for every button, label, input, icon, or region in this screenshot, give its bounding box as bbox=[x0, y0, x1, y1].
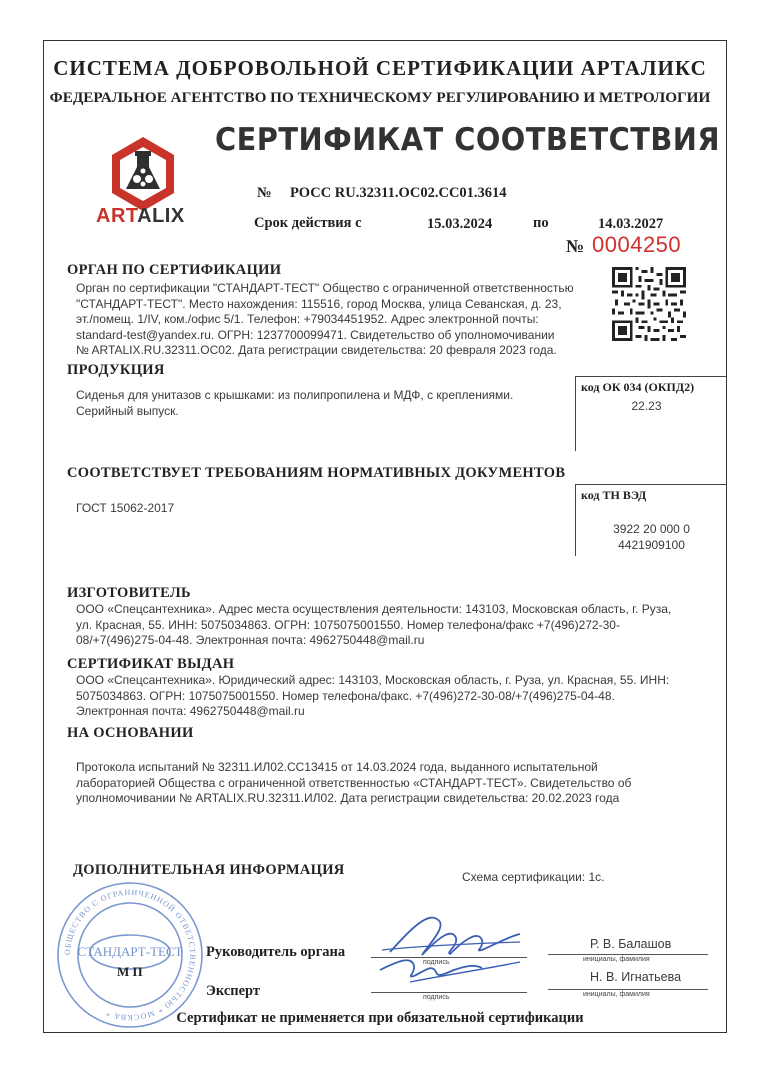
issued-to-text: ООО «Спецсантехника». Юридический адрес: 143103, Московская область, г. Руза, ул. Красная, 55. ИНН: 5075034863. ОГРН: 1075075001550. Номер телефона/факс. +7(496)272-30-08/+7(496)275-04-48. Электронная почта: 4962750448@mail.ru bbox=[76, 673, 670, 718]
tnved-code-box bbox=[575, 484, 727, 556]
certification-body-text: Орган по сертификации "СТАНДАРТ-ТЕСТ" Общество с ограниченной ответственностью "СТАНДАРТ-ТЕСТ". Место нахождения: 115516, город Москва, улица Севанская, д. 23, эт./помещ. 1/IV, ком./офис 5/1. Телефон: +79034451952. Адрес электронной почты: standard-test@yandex.ru. ОГРН: 1237700099471. Свидетельство об уполномочивании № ARTALIX.RU.32311.ОС02. Дата регистрации свидетельства: 20 февраля 2023 года. bbox=[76, 281, 574, 357]
svg-text:ОБЩЕСТВО С ОГРАНИЧЕННОЙ ОТВЕТС: ОБЩЕСТВО С ОГРАНИЧЕННОЙ ОТВЕТСТВЕННОСТЬЮ * МОСКВА * bbox=[62, 887, 198, 1023]
qr-code-icon bbox=[612, 267, 686, 341]
signature-head-icon bbox=[370, 900, 530, 990]
head-signature-caption: подпись bbox=[423, 959, 450, 966]
expert-name-caption: инициалы, фамилия bbox=[583, 991, 650, 998]
expert-signature-caption: подпись bbox=[423, 994, 450, 1001]
okpd-code-box bbox=[575, 376, 727, 451]
additional-info-heading: ДОПОЛНИТЕЛЬНАЯ ИНФОРМАЦИЯ bbox=[73, 862, 345, 878]
product-description: Сиденья для унитазов с крышками: из полипропилена и МДФ, с креплениями. Серийный выпуск. bbox=[76, 388, 514, 418]
valid-from-date: 15.03.2024 bbox=[427, 216, 493, 232]
serial-number: 0004250 bbox=[592, 232, 682, 257]
basis-text: Протокола испытаний № 32311.ИЛ02.СС13415 от 14.03.2024 года, выданного испытательной лабораторией Общества с ограниченной ответственностью «СТАНДАРТ-ТЕСТ». Свидетельство об уполномочивании № ARTALIX.RU.32311.ИЛ02. Дата регистрации свидетельства: 20.02.2023 года bbox=[76, 760, 632, 805]
expert-label: Эксперт bbox=[206, 983, 261, 999]
tnved-code-values: 3922 20 000 0 4421909100 bbox=[613, 522, 690, 552]
normative-document: ГОСТ 15062-2017 bbox=[76, 501, 175, 515]
certification-scheme: Схема сертификации: 1с. bbox=[462, 870, 605, 884]
stamp-name: СТАНДАРТ-ТЕСТ bbox=[77, 944, 183, 959]
certificate-number: РОСС RU.32311.ОС02.СС01.3614 bbox=[290, 185, 507, 201]
valid-to-label: по bbox=[533, 215, 549, 231]
expert-signature-line bbox=[371, 992, 527, 993]
system-title: СИСТЕМА ДОБРОВОЛЬНОЙ СЕРТИФИКАЦИИ АРТАЛИКС bbox=[53, 56, 707, 80]
certification-body-heading: ОРГАН ПО СЕРТИФИКАЦИИ bbox=[67, 262, 282, 278]
artalix-logo-text: ARTALIX bbox=[96, 205, 185, 227]
manufacturer-text: ООО «Спецсантехника». Адрес места осуществления деятельности: 143103, Московская область, г. Руза, ул. Красная, 55. ИНН: 5075034863. ОГРН: 1075075001550. Номер телефона/факс +7(496)272-30- 08/+7(496)275-04-48. Электронная почта: 4962750448@mail.ru bbox=[76, 602, 672, 647]
valid-to-date: 14.03.2027 bbox=[598, 216, 664, 232]
seal-place-mark: М П bbox=[117, 964, 143, 979]
okpd-code-value: 22.23 bbox=[631, 399, 662, 413]
validity-label: Срок действия с bbox=[254, 215, 362, 231]
footer-note: Сертификат не применяется при обязательной сертификации bbox=[176, 1010, 584, 1026]
manufacturer-heading: ИЗГОТОВИТЕЛЬ bbox=[67, 585, 191, 601]
head-name: Р. В. Балашов bbox=[590, 937, 672, 951]
issued-to-heading: СЕРТИФИКАТ ВЫДАН bbox=[67, 656, 235, 672]
agency-title: ФЕДЕРАЛЬНОЕ АГЕНТСТВО ПО ТЕХНИЧЕСКОМУ РЕГУЛИРОВАНИЮ И МЕТРОЛОГИИ bbox=[49, 89, 711, 106]
okpd-code-label: код ОК 034 (ОКПД2) bbox=[581, 380, 695, 394]
expert-name: Н. В. Игнатьева bbox=[590, 970, 682, 984]
certificate-number-label: № bbox=[257, 185, 272, 201]
tnved-code-label: код ТН ВЭД bbox=[581, 488, 647, 502]
head-of-body-label: Руководитель органа bbox=[206, 944, 346, 960]
certificate-title: СЕРТИФИКАТ СООТВЕТСТВИЯ bbox=[215, 122, 721, 158]
product-heading: ПРОДУКЦИЯ bbox=[67, 362, 165, 378]
stamp-seal-icon bbox=[55, 880, 205, 1030]
head-signature-line bbox=[371, 957, 527, 958]
artalix-logo-icon bbox=[108, 135, 178, 215]
head-name-caption: инициалы, фамилия bbox=[583, 956, 650, 963]
conformity-heading: СООТВЕТСТВУЕТ ТРЕБОВАНИЯМ НОРМАТИВНЫХ ДОКУМЕНТОВ bbox=[67, 465, 566, 481]
basis-heading: НА ОСНОВАНИИ bbox=[67, 725, 194, 741]
expert-name-line bbox=[548, 989, 708, 990]
serial-number-label: № bbox=[566, 236, 585, 256]
head-name-line bbox=[548, 954, 708, 955]
